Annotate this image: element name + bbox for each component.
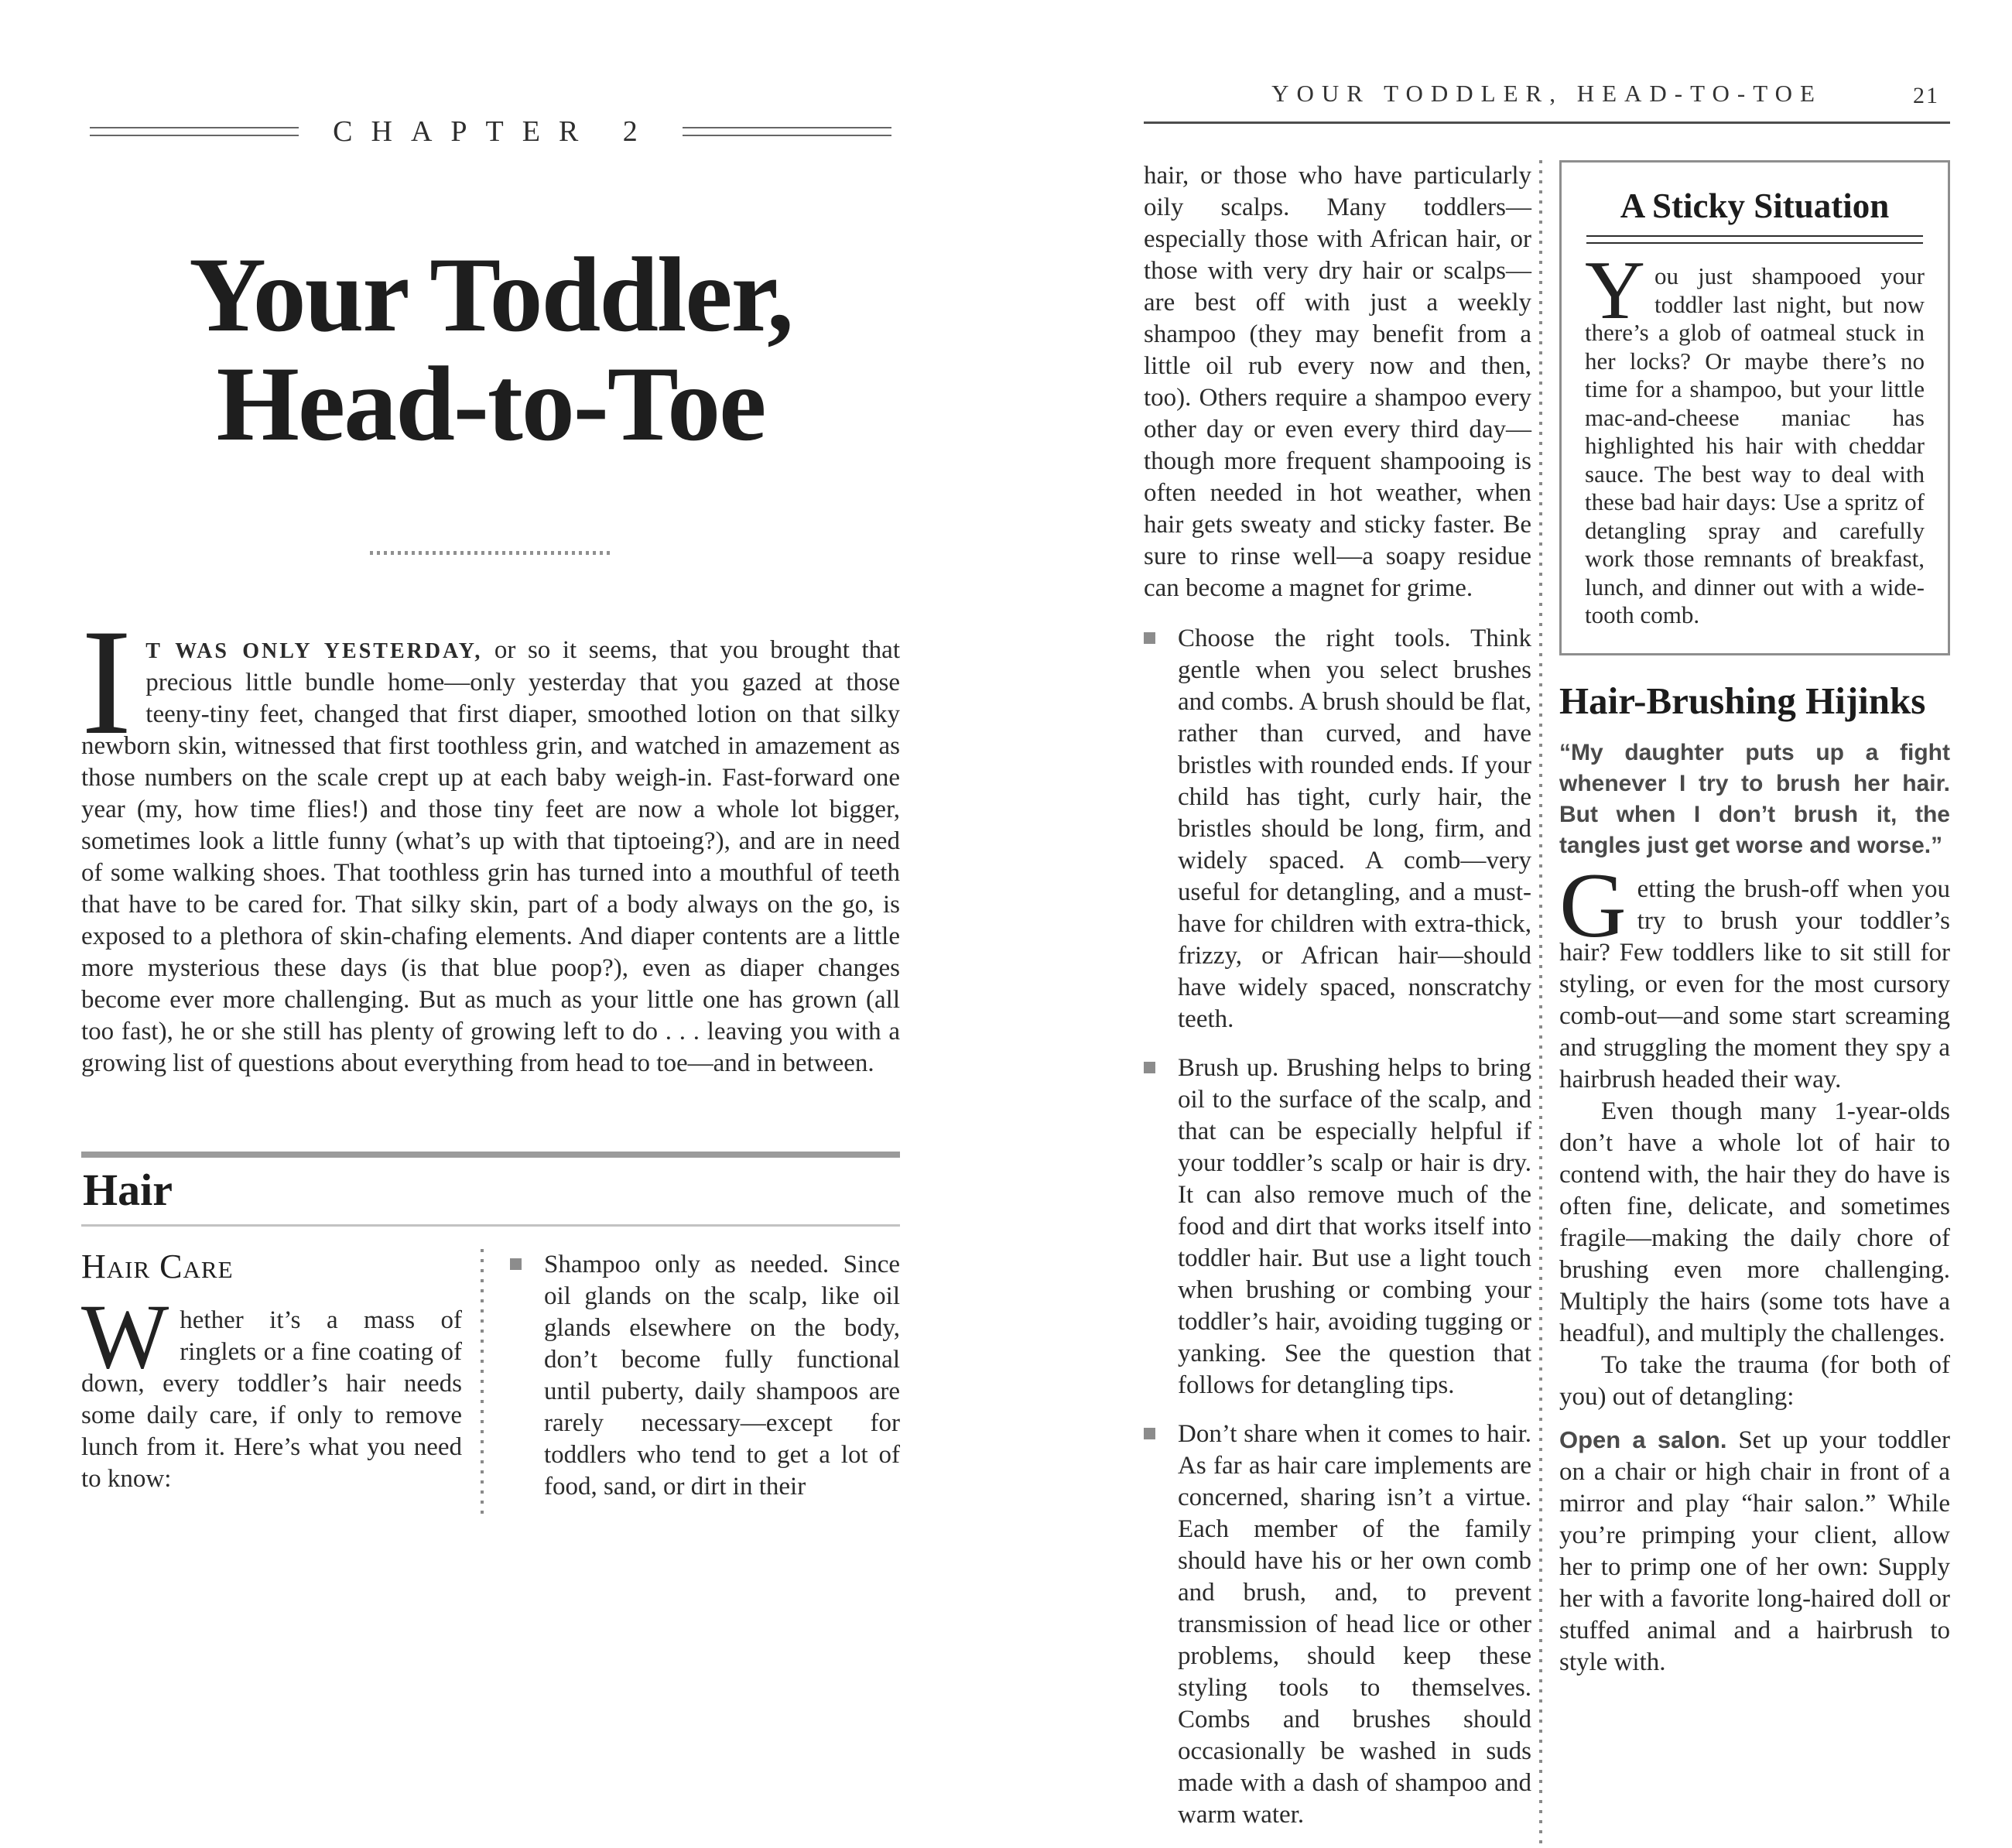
chapter-title-line2: Head-to-Toe [216,344,765,463]
tip-lead: Open a salon. [1559,1425,1727,1453]
list-item-dont-share [1144,1419,1531,1831]
right-page-columns [1144,160,1950,1848]
hair-care-text: hether it’s a mass of ringlets or a fine coating of down, every toddler’s hair needs some daily care, if only to remove lunch from it. Here’s what you need to know: [81,1306,462,1493]
sidebar-dropcap: Y [1585,245,1645,337]
left-page [81,93,900,1501]
chapter-rule-left [90,127,299,136]
list-item-text: Brush up. Brushing helps to bring oil to the surface of the scalp, and that can be especially helpful if your toddler’s scalp or hair is dry. It can also remove much of the food and dirt that works itself into toddler hair. But use a light touch when brushing or combing your toddler’s hair, avoiding tugging or yanking. See the question that follows for detangling tips. [1178,1054,1532,1399]
chapter-header [81,115,900,149]
list-item-text: Don’t share when it comes to hair. As far as hair care implements are concerned, sharing isn’t a virtue. Each member of the family should have his or her own comb and brush, and, to prevent transmission of head lice or other problems, should keep these styling tools to themselves. Combs and brushes should occasionally be washed in suds made with a dash of shampoo and warm water. [1178,1420,1532,1829]
hijinks-answer-p1-text: etting the brush-off when you try to brush your toddler’s hair? Few toddlers like to sit still for styling, or even for the most cursory comb-out—and some start screaming and struggling the moment they spy a hairbrush headed their way. [1559,874,1950,1093]
hair-care-dropcap: W [81,1285,169,1388]
page-number: 21 [1913,83,1939,108]
sidebar-paragraph [1585,245,1925,630]
chapter-title-line1: Your Toddler, [189,235,792,354]
hair-care-paragraph [81,1285,462,1495]
list-item-choose-tools [1144,623,1531,1035]
hair-section-rule [81,1224,900,1227]
square-bullet-icon [510,1258,522,1270]
right-page [1144,74,1950,1829]
sidebar-box [1559,160,1950,655]
right-page-column-1 [1144,160,1531,1848]
hijinks-answer-dropcap: G [1559,853,1627,957]
hijinks-answer-p3: To take the trauma (for both of you) out of detangling: [1559,1350,1950,1411]
right-page-column-2 [1559,160,1950,1848]
list-item-text: Shampoo only as needed. Since oil glands on the scalp, like oil glands elsewhere on the body, don’t become fully functional until puberty, daily shampoos are rarely necessary—except for toddlers who tend to get a lot of food, sand, or dirt in their [544,1251,900,1501]
sidebar-title-rule [1586,235,1923,244]
hair-section-bar [81,1152,900,1158]
chapter-title [81,235,900,463]
intro-lead: T WAS ONLY YESTERDAY, [145,639,483,663]
title-dotted-divider [370,551,611,555]
continuation-paragraph: hair, or those who have particularly oily scalps. Many toddlers—especially those with African hair, or those with very dry hair or scalps—are best off with just a weekly shampoo (they may benefit from a little oil rub every now and then, too). Others require a shampoo every other day or even every third day—though more frequent shampooing is often needed in hot weather, when hair gets sweaty and sticky faster. Be sure to rinse well—a soapy residue can become a magnet for grime. [1144,162,1532,602]
left-page-column-divider [481,1249,484,1520]
right-page-column-divider [1539,160,1542,1848]
sidebar-title: A Sticky Situation [1620,187,1890,225]
hijinks-question: “My daughter puts up a fight whenever I try to brush her hair. But when I don’t brush it, the tangles just get worse and worse.” [1559,739,1950,858]
square-bullet-icon [1144,1062,1155,1073]
tip-paragraph [1559,1424,1950,1679]
left-page-columns [81,1249,900,1520]
tip-text: Set up your toddler on a chair or high chair in front of a mirror and play “hair salon.” While you’re primping your client, allow her to primp one of her own: Supply her with a favorite long-haired doll or stuffed animal and a hairbrush to style with. [1559,1425,1950,1676]
square-bullet-icon [1144,632,1155,644]
left-page-column-1 [81,1249,462,1520]
list-item-shampoo [510,1249,900,1503]
hair-section-heading: Hair [83,1165,173,1215]
intro-paragraph [81,598,900,1080]
running-head-rule [1144,121,1950,124]
left-page-column-2 [510,1249,900,1520]
intro-dropcap: I [81,598,132,766]
list-item-text: Choose the right tools. Think gentle when you select brushes and combs. A brush should be flat, rather than curved, and have bristles with rounded ends. If your child has tight, curly hair, the bristles should be long, firm, and widely spaced. A comb—very useful for detangling, and a must-have for children with extra-thick, frizzy, or African hair—should have widely spaced, nonscratchy teeth. [1178,625,1532,1033]
hijinks-answer-p2: Even though many 1-year-olds don’t have a whole lot of hair to contend with, the hair they do have is often fine, delicate, and sometimes fragile—making the daily chore of brushing even more challenging. Multiply the hairs (some tots have a headful), and multiply the challenges. [1559,1097,1950,1347]
hijinks-answer-p1 [1559,853,1950,1096]
chapter-rule-right [683,127,891,136]
list-item-brush-up [1144,1052,1531,1401]
running-head: YOUR TODDLER, HEAD-TO-TOE [1271,80,1822,107]
square-bullet-icon [1144,1428,1155,1439]
hair-care-heading: Hair Care [81,1247,234,1285]
hair-section-header [81,1152,900,1227]
hijinks-heading: Hair-Brushing Hijinks [1559,679,1926,722]
chapter-label: CHAPTER 2 [333,115,656,148]
sidebar-text: ou just shampooed your toddler last night, but now there’s a glob of oatmeal stuck in her locks? Or maybe there’s no time for a shampoo, but your little mac-and-cheese maniac has highlighted his hair with cheddar sauce. The best way to deal with these bad hair days: Use a spritz of detangling spray and carefully work those remnants of breakfast, lunch, and dinner out with a wide-tooth comb. [1585,262,1925,628]
intro-text: or so it seems, that you brought that precious little bundle home—only yesterday that you gazed at those teeny-tiny feet, changed that first diaper, smoothed lotion on that silky newborn skin, witnessed that first toothless grin, and watched in amazement as those numbers on the scale crept up at each baby weigh-in. Fast-forward one year (my, how time flies!) and those tiny feet are now a whole lot bigger, sometimes look a little funny (what’s up with that tiptoeing?), and are in need of some walking shoes. That toothless grin has turned into a mouthful of teeth that have to be cared for. That silky skin, part of a body always on the go, is exposed to a plethora of skin-chafing elements. And diaper contents are a little more mysterious these days (is that blue poop?), even as diaper changes become ever more challenging. But as much as your little one has grown (all too fast), he or she still has plenty of growing left to do . . . leaving you with a growing list of questions about everything from head to toe—and in between. [81,636,900,1077]
